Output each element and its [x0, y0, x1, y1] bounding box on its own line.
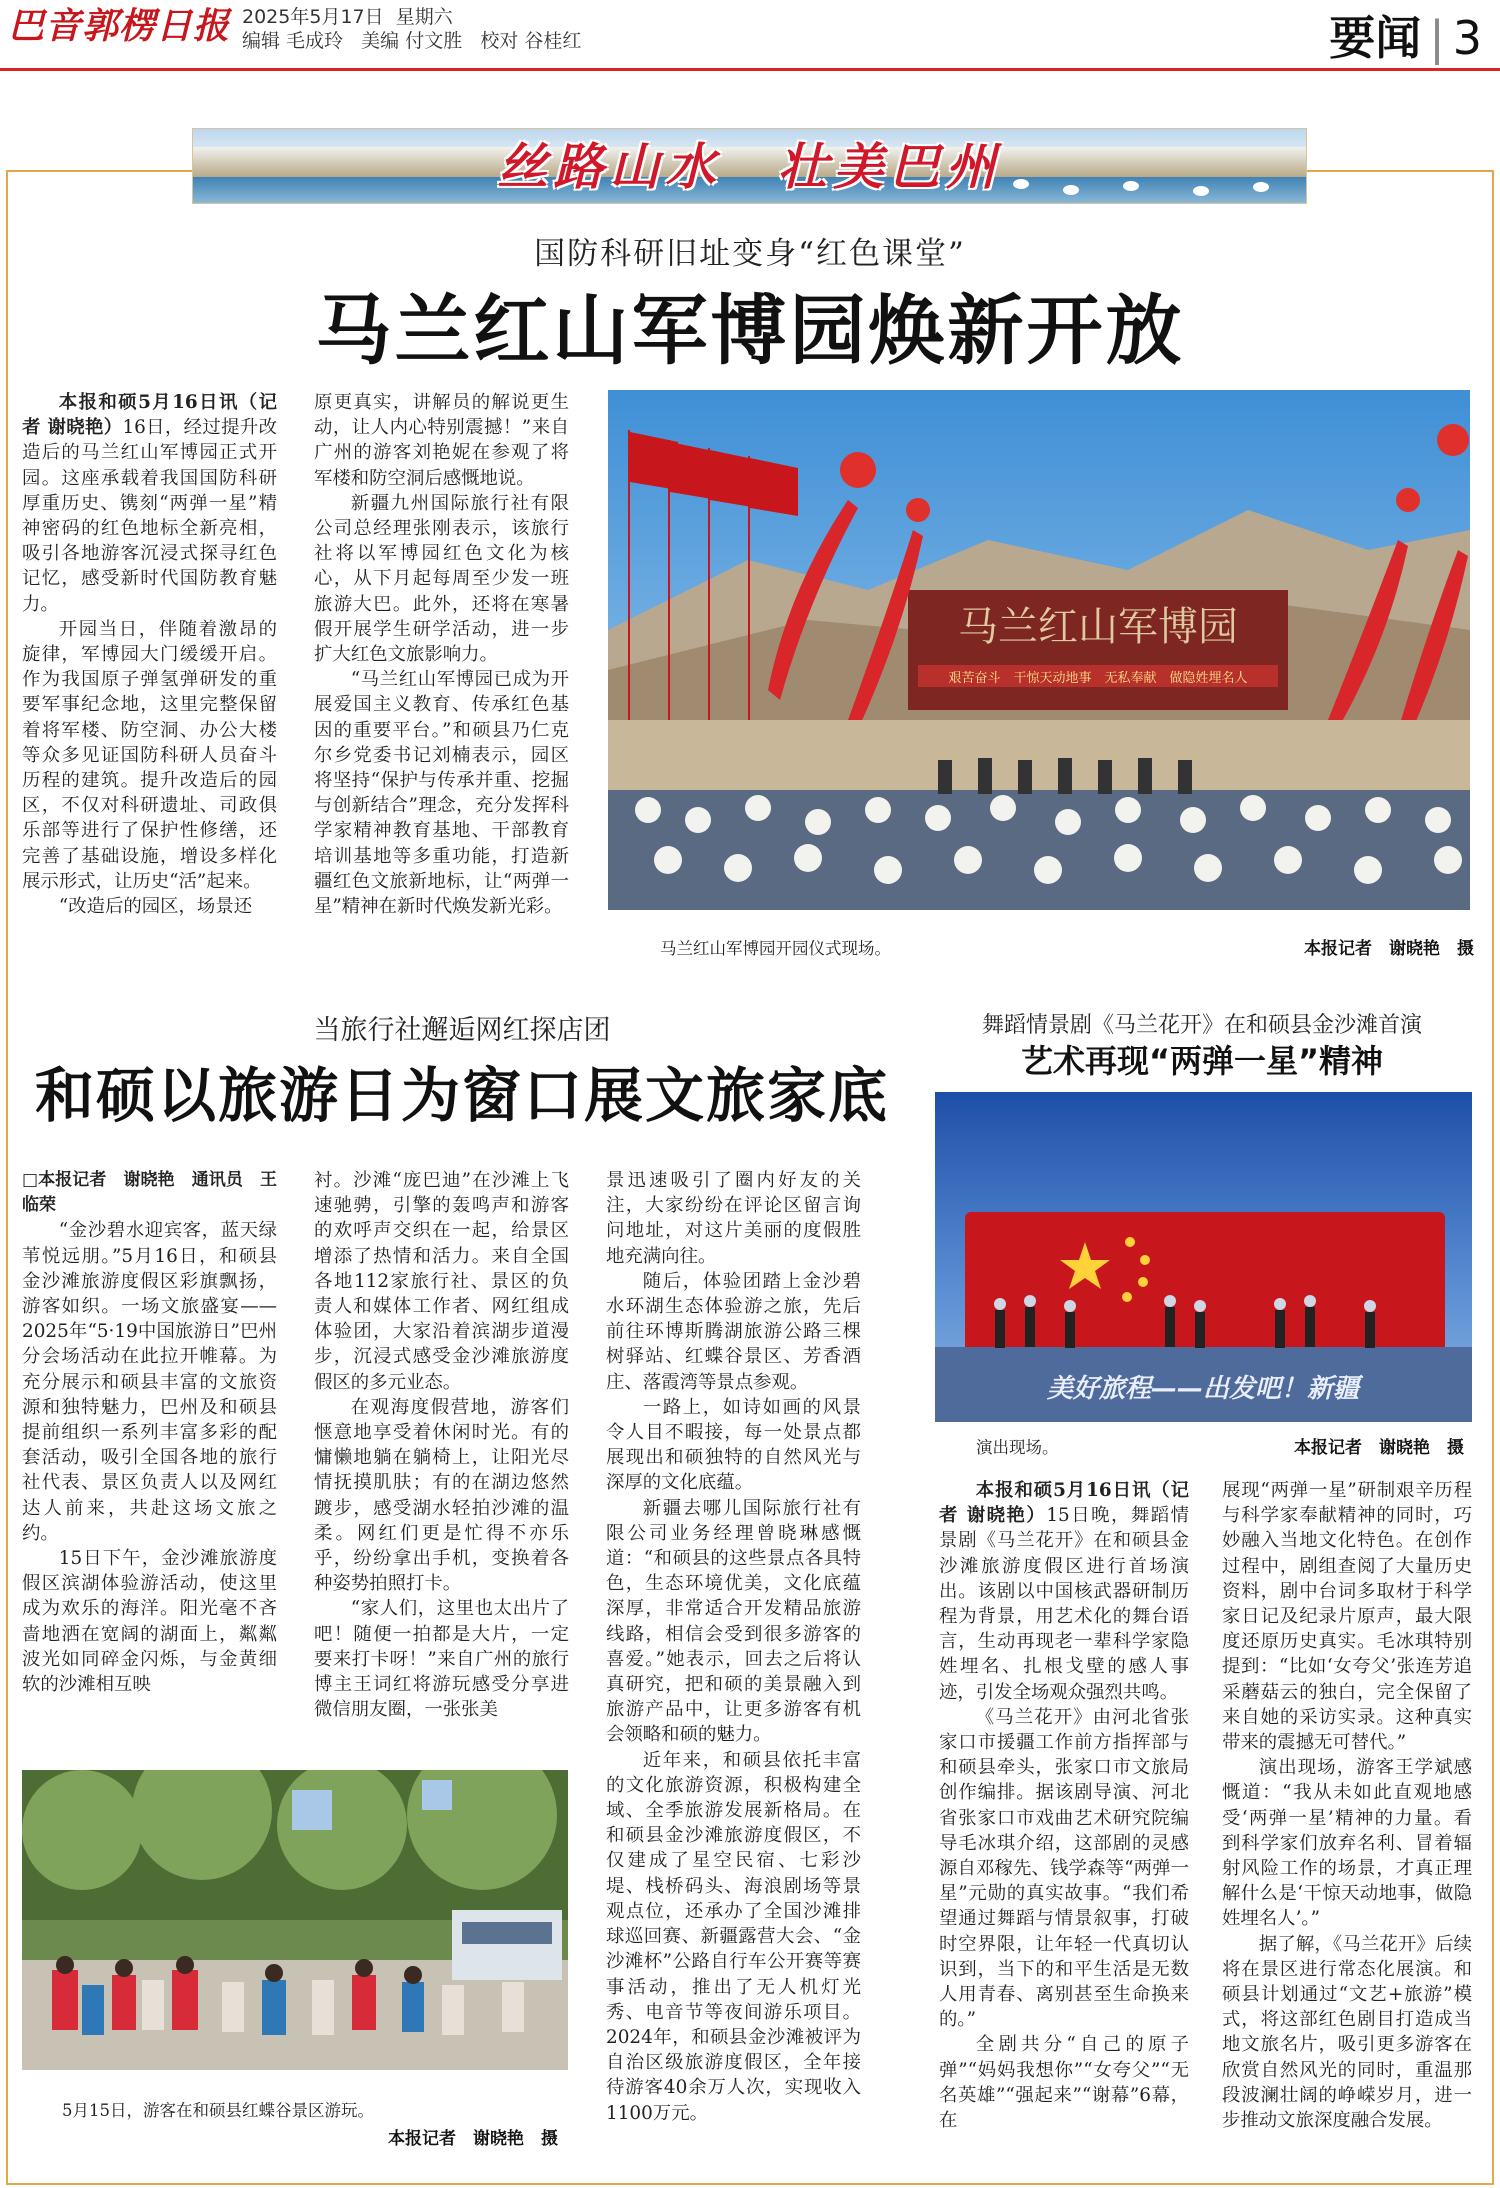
paragraph: 一路上，如诗如画的风景令人目不暇接，每一处景点都展现出和硕独特的自然风光与深厚的文化底蕴。	[606, 1396, 861, 1494]
paragraph: 衬。沙滩“庞巴迪”在沙滩上飞速驰骋，引擎的轰鸣声和游客的欢呼声交织在一起，给景区增添了热情和活力。来自全国各地112家旅行社、景区的负责人和媒体工作者、网红组成体验团，大家沿着滨湖步道漫步，沉浸式感受金沙滩旅游度假区的多元业态。	[314, 1170, 569, 1393]
paragraph: 景迅速吸引了圈内好友的关注，大家纷纷在评论区留言询问地址，对这片美丽的度假胜地充满向往。	[606, 1170, 861, 1267]
paragraph: 演出现场，游客王学斌感慨道：“我从未如此直观地感受‘两弹一星’精神的力量。看到科学家们放弃名利、冒着辐射风险工作的场景，才真正理解什么是‘干惊天动地事，做隐姓埋名人’。”	[1222, 1757, 1472, 1930]
paragraph: “家人们，这里也太出片了吧！随便一拍都是大片，一定要来打卡呀！”来自广州的旅行博主王词红将游玩感受分享进微信朋友圈，一张张美	[314, 1598, 569, 1721]
newspaper-masthead-logo: 巴音郭楞日报	[8, 5, 231, 47]
gate-banner-text: 艰苦奋斗 干惊天动地事 无私奉献 做隐姓埋名人	[948, 671, 1248, 686]
paragraph: “改造后的园区，场景还	[58, 896, 253, 918]
article1-photo-ceremony	[608, 390, 1470, 910]
article3-column-1	[939, 1478, 1189, 2178]
paragraph: 新疆去哪儿国际旅行社有限公司业务经理曾晓琳感慨道：“和硕县的这些景点各具特色，生态环境优美，文化底蕴深厚，非常适合开发精品旅游线路，相信会受到很多游客的喜爱。”她表示，回去之后将认真研究，把和硕的美景融入到旅游产品中，让更多游客有机会领略和硕的魅力。	[606, 1497, 861, 1746]
article1-photo-credit: 本报记者 谢晓艳 摄	[1304, 939, 1474, 959]
article1-dateline: 本报和硕5月16日讯（记者 谢晓艳）	[22, 392, 277, 439]
performance-photo	[935, 1092, 1472, 1422]
article2-byline: □本报记者 谢晓艳 通讯员 王临荣	[22, 1170, 277, 1216]
article3-photo-credit: 本报记者 谢晓艳 摄	[1294, 1438, 1464, 1458]
article2-column-3	[606, 1168, 861, 2168]
proofreader: 校对 谷桂红	[480, 30, 582, 52]
paragraph: “马兰红山军博园已成为开展爱国主义教育、传承红色基因的重要平台。”和硕县乃仁克尔乡党委书记刘楠表示，园区将坚持“保护与传承并重、挖掘与创新结合”理念，充分发挥科学家精神教育基地、干部教育培训基地等多重功能，打造新疆红色文旅新地标，让“两弹一星”精神在新时代焕发新光彩。	[314, 669, 569, 918]
stage-text: 美好旅程——出发吧！新疆	[1046, 1374, 1360, 1404]
article2-subtitle: 当旅行社邂逅网红探店团	[313, 1015, 611, 1046]
tourists-photo	[22, 1770, 568, 2070]
paragraph: 在观海度假营地，游客们惬意地享受着休闲时光。有的慵懒地躺在躺椅上，让阳光尽情抚摸肌肤；有的在湖边悠然踱步，感受湖水轻拍沙滩的温柔。网红们更是忙得不亦乐乎，纷纷拿出手机，变换着各种姿势拍照打卡。	[314, 1396, 569, 1595]
article3-subtitle: 舞蹈情景剧《马兰花开》在和硕县金沙滩首演	[981, 1013, 1422, 1038]
paragraph: 近年来，和硕县依托丰富的文化旅游资源，积极构建全域、全季旅游发展新格局。在和硕县金沙滩旅游度假区，不仅建成了星空民宿、七彩沙堤、栈桥码头、海浪剧场等景观点位，还承办了全国沙滩排球巡回赛、新疆露营大会、“金沙滩杯”公路自行车公开赛等赛事活动，推出了无人机灯光秀、电音节等夜间游乐项目。2024年，和硕县金沙滩被评为自治区级旅游度假区，全年接待游客40余万人次，实现收入1100万元。	[606, 1749, 861, 2124]
article1-title: 马兰红山军博园焕新开放	[315, 286, 1185, 375]
article2-column-2	[314, 1168, 569, 1764]
article3-photo-caption: 演出现场。	[976, 1438, 1059, 1457]
paragraph: 全剧共分“自己的原子弹”“妈妈我想你”“女夸父”“无名英雄”“强起来”“谢幕”6幕，在	[939, 2034, 1189, 2132]
paragraph: 展现“两弹一星”研制艰辛历程与科学家奉献精神的同时，巧妙融入当地文化特色。在创作过程中，剧组查阅了大量历史资料，剧中台词多取材于科学家日记及纪录片原声，最大限度还原历史真实。毛冰琪特别提到：“比如‘女夸父’张连芳追采蘑菇云的独白，完全保留了来自她的采访实录。这种真实带来的震撼无可替代。”	[1222, 1480, 1472, 1754]
article2-photo-caption: 5月15日，游客在和硕县红蝶谷景区游玩。	[62, 2101, 374, 2120]
article1-photo-caption: 马兰红山军博园开园仪式现场。	[660, 939, 891, 958]
section-header	[1329, 2, 1482, 68]
paragraph: 原更真实，讲解员的解说更生动，让人内心特别震撼！”来自广州的游客刘艳妮在参观了将军楼和防空洞后感慨地说。	[314, 392, 569, 489]
editor: 编辑 毛成玲	[242, 30, 344, 52]
page-number: 3	[1452, 11, 1482, 65]
paragraph: 16日，经过提升改造后的马兰红山军博园正式开园。这座承载着我国国防科研厚重历史、镌刻“两弹一星”精神密码的红色地标全新亮相，吸引各地游客沉浸式探寻红色记忆，感受新时代国防教育魅力。	[22, 417, 277, 615]
paragraph: 新疆九州国际旅行社有限公司总经理张刚表示，该旅行社将以军博园红色文化为核心，从下月起每周至少发一班旅游大巴。此外，还将在寒暑假开展学生研学活动，进一步扩大红色文旅影响力。	[314, 492, 569, 666]
paragraph: 15日下午，金沙滩旅游度假区滨湖体验游活动，使这里成为欢乐的海洋。阳光毫不吝啬地洒在宽阔的湖面上，粼粼波光如同碎金闪烁，与金黄细软的沙滩相互映	[22, 1548, 277, 1696]
article1-column-2	[314, 390, 569, 945]
staff-line	[242, 26, 581, 53]
scenic-banner	[192, 128, 1307, 204]
article3-photo-performance	[935, 1092, 1472, 1422]
article3-column-2	[1222, 1478, 1472, 2178]
paragraph: 开园当日，伴随着激昂的旋律，军博园大门缓缓开启。作为我国原子弹氢弹研发的重要军事纪念地，这里完整保留着将军楼、防空洞、办公大楼等众多见证国防科研人员奋斗历程的建筑。提升改造后的园区，不仅对科研遗址、司政俱乐部等进行了保护性修缮，还完善了基础设施，增设多样化展示形式，让历史“活”起来。	[22, 618, 277, 892]
tour-bus	[452, 1910, 562, 1980]
paragraph: “金沙碧水迎宾客，蓝天绿苇悦远朋。”5月16日，和硕县金沙滩旅游度假区彩旗飘扬，游客如织。一场文旅盛宴——2025年“5·19中国旅游日”巴州分会场活动在此拉开帷幕。为充分展示和硕县丰富的文旅资源和独特魅力，巴州及和硕县提前组织一系列丰富多彩的配套活动，吸引全国各地的旅行社代表、景区负责人以及网红达人前来，共赴这场文旅之约。	[22, 1220, 277, 1544]
header-rule	[0, 68, 1500, 71]
section-name: 要闻	[1329, 11, 1422, 65]
paragraph: 据了解，《马兰花开》后续将在景区进行常态化展演。和硕县计划通过“文艺+旅游”模式，将这部红色剧目打造成当地文旅名片，吸引更多游客在欣赏自然风光的同时，重温那段波澜壮阔的峥嵘岁月，进一步推动文旅深度融合发展。	[1222, 1933, 1472, 2132]
article2-title: 和硕以旅游日为窗口展文旅家底	[34, 1061, 889, 1130]
gate-text: 马兰红山军博园	[958, 604, 1238, 650]
paragraph: 15日晚，舞蹈情景剧《马兰花开》在和硕县金沙滩旅游度假区进行首场演出。该剧以中国核武器研制历程为背景，用艺术化的舞台语言，生动再现老一辈科学家隐姓埋名、扎根戈壁的感人事迹，引发全场观众强烈共鸣。	[939, 1505, 1189, 1703]
crowd	[608, 790, 1470, 910]
article1-column-1	[22, 390, 277, 945]
banner-title: 丝路山水 壮美巴州	[497, 137, 1002, 196]
article2-photo-tourists	[22, 1770, 568, 2070]
paragraph: 《马兰花开》由河北省张家口市援疆工作前方指挥部与和硕县牵头，张家口市文旅局创作编排。据该剧导演、河北省张家口市戏曲艺术研究院编导毛冰琪介绍，这部剧的灵感源自邓稼先、钱学森等“两弹一星”元勋的真实故事。“我们希望通过舞蹈与情景叙事，打破时空界限，让年轻一代真切认识到，当下的和平生活是无数人用青春、离别甚至生命换来的。”	[939, 1706, 1189, 2031]
article3-title: 艺术再现“两弹一星”精神	[1020, 1042, 1384, 1080]
issue-date: 2025年5月17日	[242, 6, 384, 28]
art-editor: 美编 付文胜	[361, 30, 463, 52]
article3-dateline: 本报和硕5月16日讯（记者 谢晓艳）	[939, 1480, 1189, 1527]
section-divider: |	[1429, 11, 1445, 65]
ceremony-photo	[608, 390, 1470, 910]
paragraph: 随后，体验团踏上金沙碧水环湖生态体验游之旅，先后前往环博斯腾湖旅游公路三棵树驿站、红蝶谷景区、芳香酒庄、落霞湾等景点参观。	[606, 1270, 861, 1393]
article1-subtitle: 国防科研旧址变身“红色课堂”	[534, 236, 966, 272]
article2-column-1	[22, 1168, 277, 1764]
article2-photo-credit: 本报记者 谢晓艳 摄	[388, 2129, 558, 2149]
issue-date-line	[242, 2, 453, 29]
issue-weekday: 星期六	[395, 6, 453, 28]
